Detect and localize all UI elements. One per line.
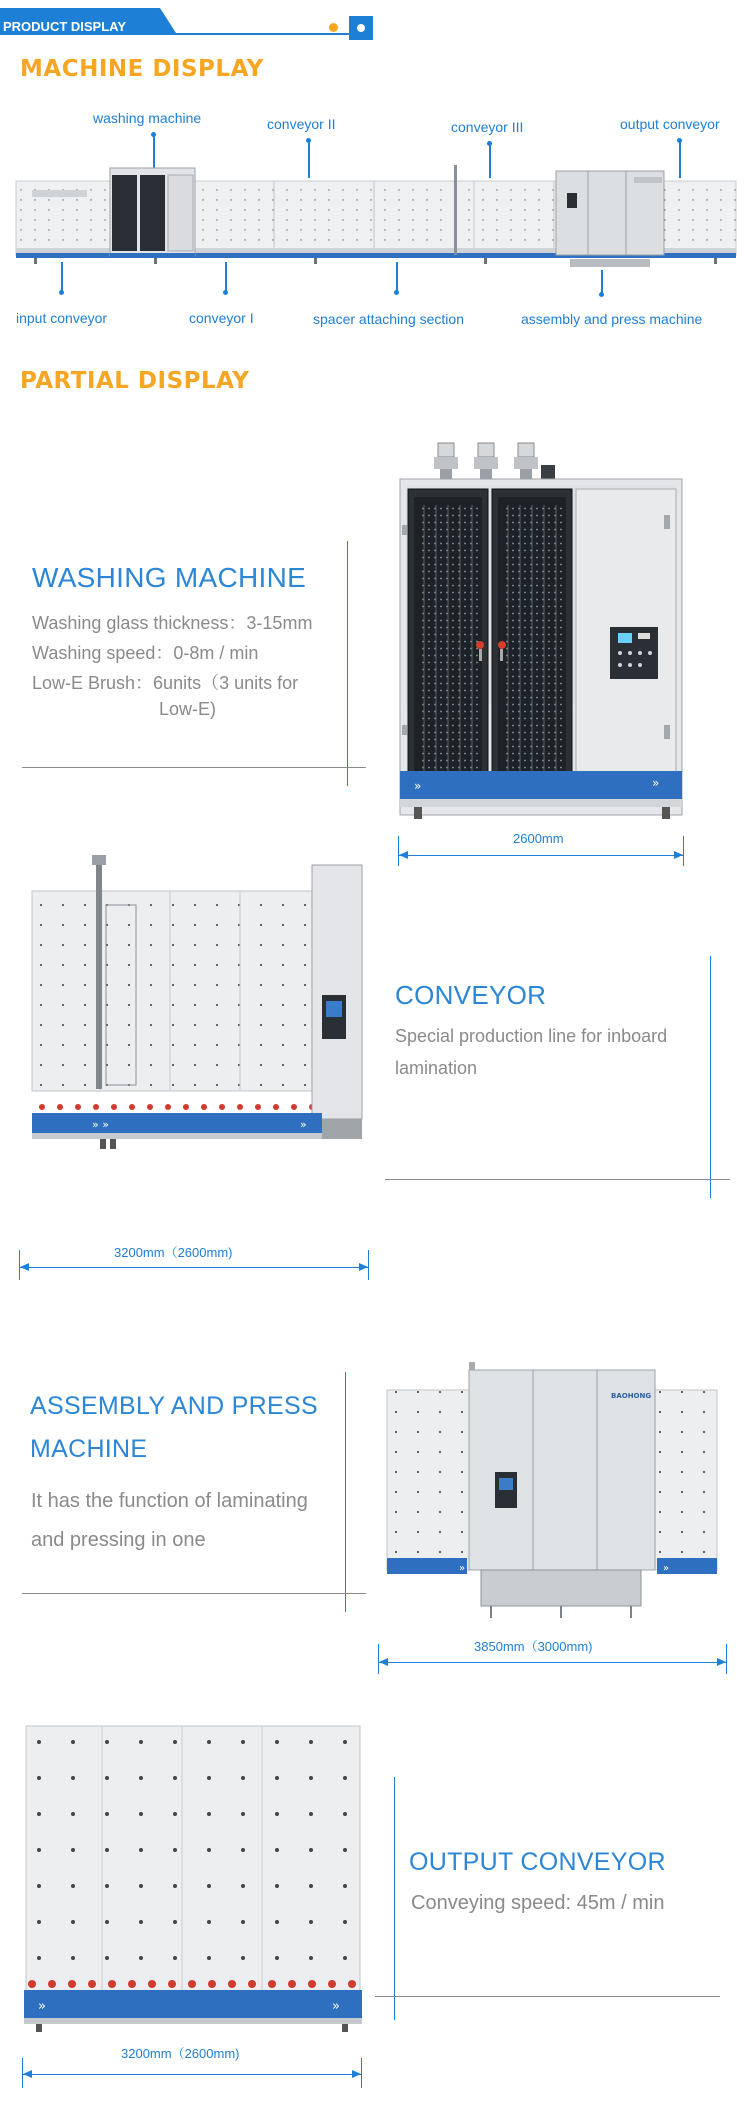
conveyor-divider-horizontal (385, 1179, 730, 1180)
arrow-left-icon (379, 1658, 388, 1666)
banner-title: PRODUCT DISPLAY (3, 19, 127, 34)
assembly-press-image (385, 1362, 719, 1624)
machine-display-heading: MACHINE DISPLAY (20, 56, 264, 82)
washing-thickness: Washing glass thickness：3-15mm (32, 613, 313, 633)
label-input-conveyor: input conveyor (16, 310, 108, 326)
label-spacer-section: spacer attaching section (313, 311, 464, 327)
arrow-right-icon (674, 851, 683, 859)
callout-dot (394, 290, 399, 295)
conveyor-image (30, 855, 366, 1155)
washing-divider-horizontal (22, 767, 366, 768)
output-divider-vertical (394, 1777, 395, 2020)
svg-text:»: » (332, 1999, 340, 2014)
arrow-right-icon (717, 1658, 726, 1666)
label-washing-machine: washing machine (93, 110, 202, 126)
banner-white-dot (357, 24, 365, 32)
svg-text:»: » (414, 779, 422, 793)
banner-orange-dot (329, 23, 338, 32)
washing-brush-line1: Low-E Brush：6units（3 units for (32, 673, 299, 693)
arrow-right-icon (352, 2070, 361, 2078)
arrow-left-icon (20, 1263, 29, 1271)
output-speed: Conveying speed: 45m / min (411, 1892, 665, 1914)
callout-dot (599, 292, 604, 297)
callout-line (61, 262, 63, 292)
label-conveyor-2: conveyor II (267, 116, 336, 132)
svg-text:»: » (663, 1563, 670, 1574)
output-dimension-label: 3200mm（2600mm) (115, 2043, 246, 2062)
label-output-conveyor: output conveyor (620, 116, 720, 132)
washing-brush-line2: Low-E) (159, 699, 217, 719)
dim-cap (361, 2058, 362, 2088)
washing-divider-vertical (347, 541, 348, 786)
conveyor-desc-line2: lamination (395, 1058, 478, 1078)
washing-dimension-label: 2600mm (507, 831, 570, 846)
dim-cap (726, 1644, 727, 1674)
dim-cap (683, 836, 684, 866)
assembly-divider-horizontal (22, 1593, 366, 1594)
dim-cap (368, 1250, 369, 1280)
assembly-dimension-label: 3850mm（3000mm) (468, 1636, 599, 1655)
svg-text:»: » (38, 1999, 46, 2014)
assembly-brand-mark: BAOHONG (611, 1392, 652, 1400)
washing-machine-image (396, 435, 686, 828)
output-conveyor-image (22, 1724, 366, 2034)
svg-text:»: » (652, 776, 660, 790)
label-conveyor-3: conveyor III (451, 119, 524, 135)
svg-text:»: » (300, 1118, 307, 1131)
callout-dot (59, 290, 64, 295)
callout-line (225, 262, 227, 292)
svg-text:» »: » » (92, 1118, 109, 1131)
conveyor-dimension-line (20, 1267, 368, 1268)
output-divider-horizontal (375, 1996, 720, 1997)
label-assembly-press: assembly and press machine (521, 311, 703, 327)
arrow-left-icon (23, 2070, 32, 2078)
label-conveyor-1: conveyor I (189, 310, 254, 326)
conveyor-desc-line1: Special production line for inboard (395, 1026, 668, 1046)
assembly-title-line1: ASSEMBLY AND PRESS (30, 1392, 318, 1420)
assembly-divider-vertical (345, 1372, 346, 1612)
washing-speed: Washing speed：0-8m / min (32, 643, 259, 663)
conveyor-title: CONVEYOR (395, 980, 547, 1010)
conveyor-dimension-label: 3200mm（2600mm) (108, 1242, 239, 1261)
callout-line (396, 262, 398, 292)
arrow-right-icon (359, 1263, 368, 1271)
assembly-desc-line1: It has the function of laminating (31, 1490, 308, 1512)
assembly-desc-line2: and pressing in one (31, 1529, 206, 1551)
production-line-overview (14, 165, 746, 277)
assembly-title-line2: MACHINE (30, 1435, 148, 1463)
arrow-left-icon (399, 851, 408, 859)
washing-dimension-line (399, 855, 683, 856)
callout-dot (223, 290, 228, 295)
output-dimension-line (23, 2074, 361, 2075)
output-title: OUTPUT CONVEYOR (409, 1848, 666, 1876)
assembly-dimension-line (379, 1662, 726, 1663)
partial-display-heading: PARTIAL DISPLAY (20, 368, 250, 394)
conveyor-divider-vertical (710, 956, 711, 1198)
svg-text:»: » (459, 1563, 466, 1574)
callout-line (601, 270, 603, 294)
washing-title: WASHING MACHINE (32, 562, 307, 593)
